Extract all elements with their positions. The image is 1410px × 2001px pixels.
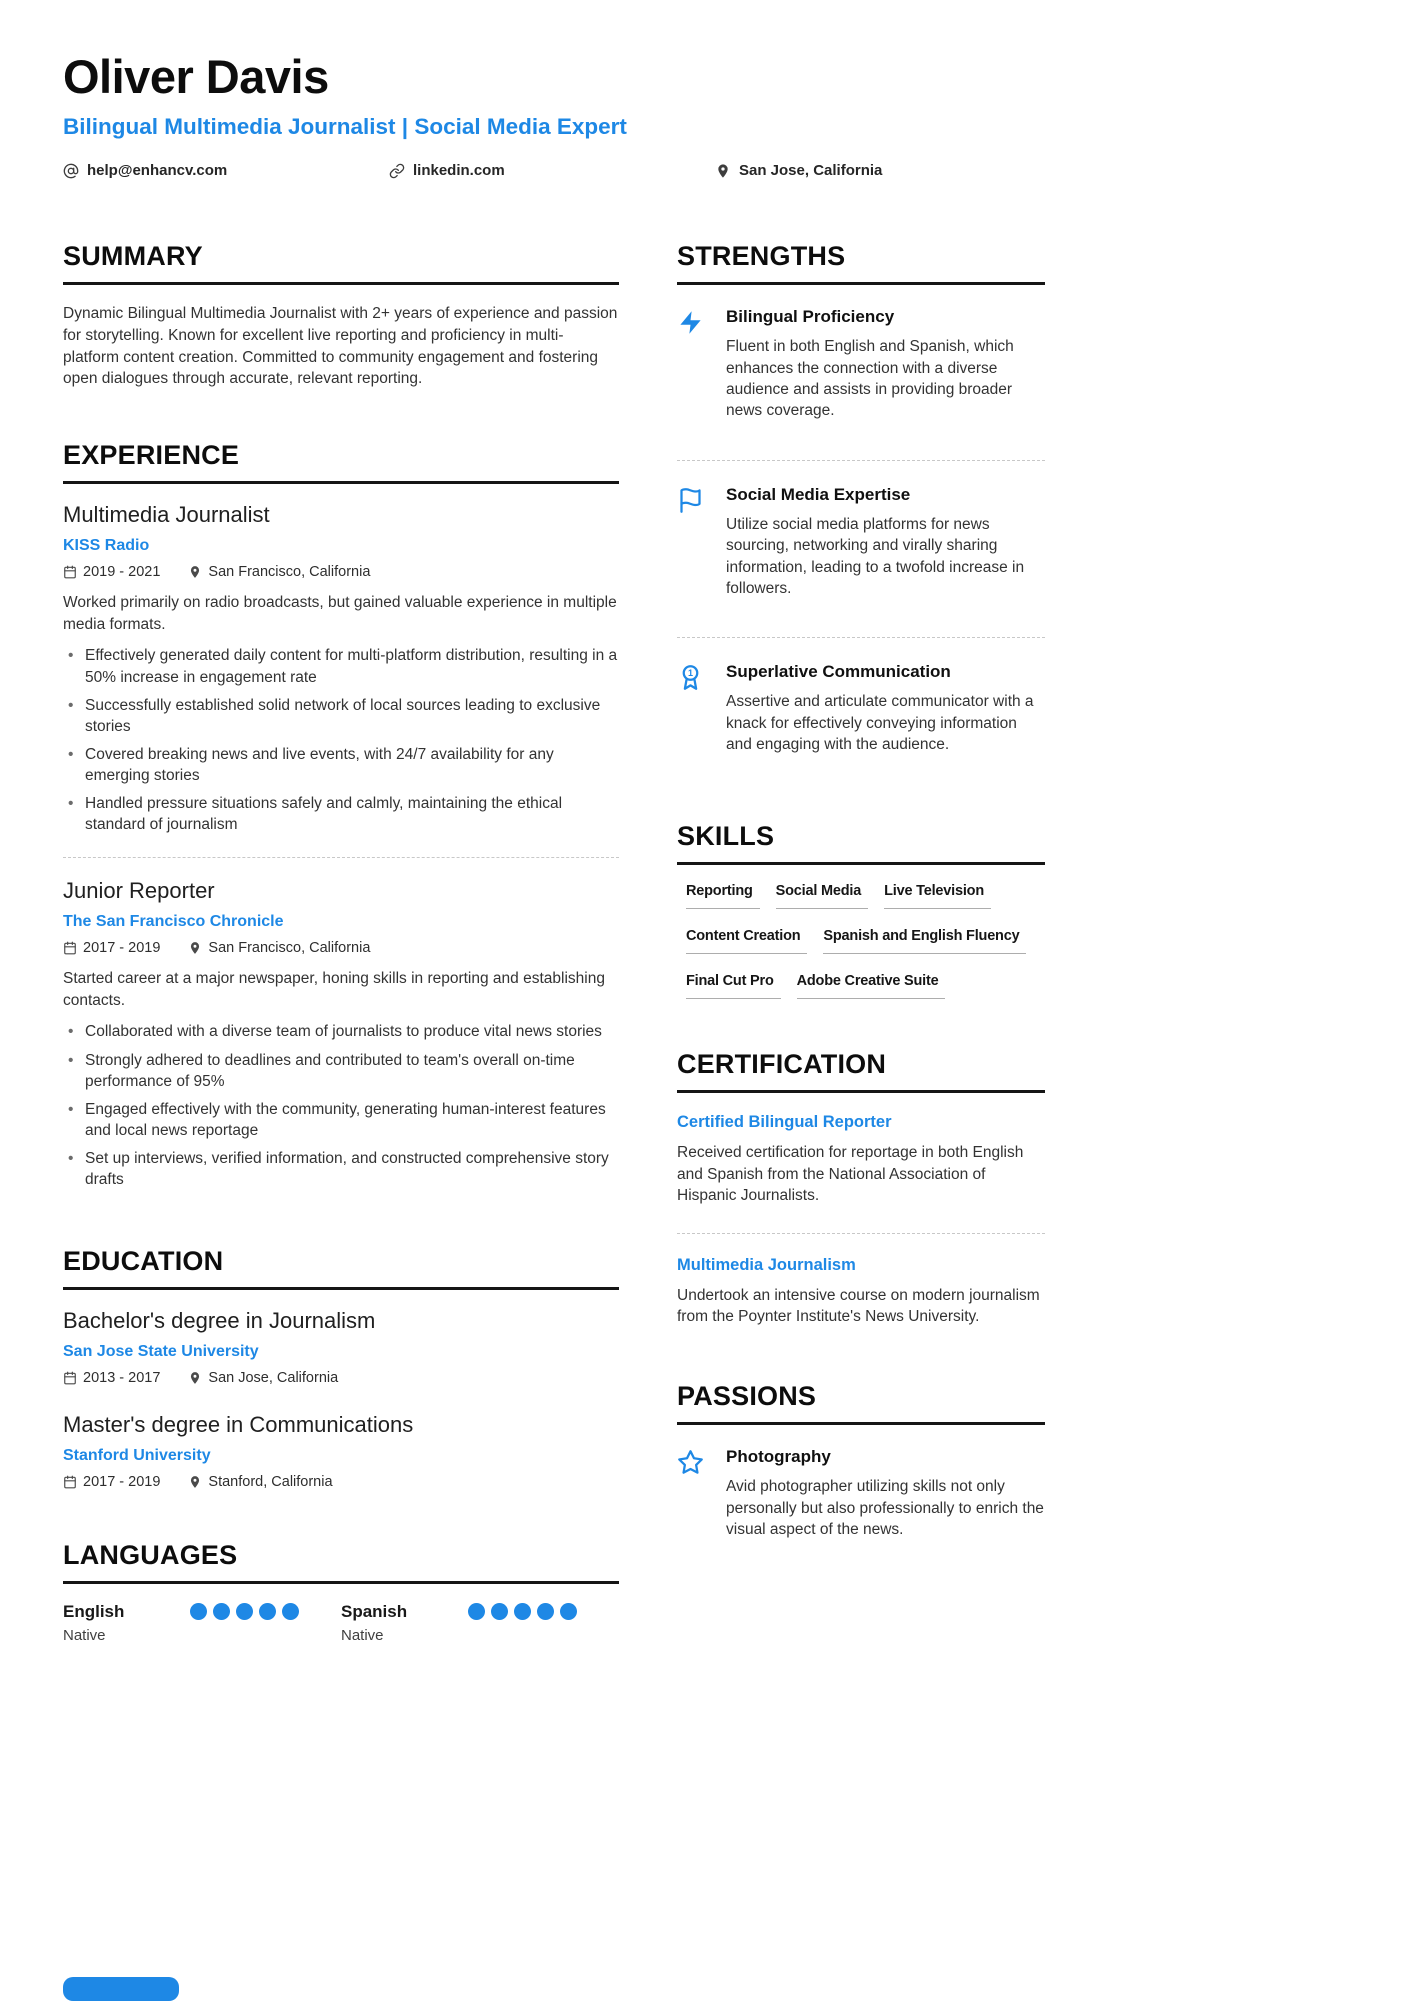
medal-icon bbox=[677, 662, 705, 755]
strength-text: Assertive and articulate communicator with a knack for effectively conveying information and engaging with the audience. bbox=[726, 693, 1034, 754]
job-entry bbox=[63, 502, 619, 835]
certification-title: Certified Bilingual Reporter bbox=[677, 1113, 892, 1132]
bullet-item: • Engaged effectively with the community, generating human-interest features and local news reportage bbox=[63, 1099, 619, 1141]
contact-linkedin-text: linkedin.com bbox=[413, 162, 505, 180]
job-location-text: San Francisco, California bbox=[208, 564, 371, 581]
location-icon bbox=[188, 941, 202, 955]
header bbox=[63, 52, 1050, 179]
svg-text:1: 1 bbox=[687, 668, 694, 679]
location-icon bbox=[188, 1371, 202, 1385]
certification-text: Undertook an intensive course on modern journalism from the Poynter Institute's News University. bbox=[677, 1286, 1040, 1325]
education-heading: EDUCATION bbox=[63, 1246, 619, 1290]
job-dates-text: 2019 - 2021 bbox=[83, 564, 161, 581]
divider bbox=[677, 1233, 1045, 1234]
calendar-icon bbox=[63, 1371, 77, 1385]
languages-heading: LANGUAGES bbox=[63, 1540, 619, 1584]
certification-title: Multimedia Journalism bbox=[677, 1255, 856, 1274]
language-item bbox=[341, 1602, 619, 1644]
language-level: Native bbox=[63, 1627, 106, 1645]
education-location-text: Stanford, California bbox=[208, 1474, 333, 1491]
rating-dot bbox=[537, 1603, 554, 1620]
skills-section bbox=[677, 821, 1045, 999]
education-dates bbox=[63, 1474, 160, 1490]
contact-row bbox=[63, 162, 1050, 179]
languages-section bbox=[63, 1540, 619, 1644]
strength-item bbox=[677, 481, 1045, 616]
job-description: Started career at a major newspaper, honing skills in reporting and establishing contacts. bbox=[63, 970, 605, 1009]
passion-item bbox=[677, 1443, 1045, 1556]
location-icon bbox=[188, 565, 202, 579]
education-meta bbox=[63, 1370, 619, 1386]
rating-dot bbox=[468, 1603, 485, 1620]
strength-title: Bilingual Proficiency bbox=[726, 307, 895, 327]
divider bbox=[63, 857, 619, 858]
language-item bbox=[63, 1602, 341, 1644]
certification-section bbox=[677, 1049, 1045, 1331]
brand-badge bbox=[63, 1977, 179, 2001]
job-location bbox=[188, 564, 370, 580]
experience-section bbox=[63, 440, 619, 1190]
job-title: Multimedia Journalist bbox=[63, 502, 270, 528]
bullet-item: • Collaborated with a diverse team of journalists to produce vital news stories bbox=[63, 1021, 619, 1042]
job-location bbox=[188, 940, 370, 956]
strengths-heading: STRENGTHS bbox=[677, 241, 1045, 285]
rating-dot bbox=[282, 1603, 299, 1620]
education-dates-text: 2013 - 2017 bbox=[83, 1370, 161, 1387]
rating-dot bbox=[213, 1603, 230, 1620]
education-dates-text: 2017 - 2019 bbox=[83, 1474, 161, 1491]
job-bullets bbox=[63, 1021, 619, 1190]
passions-heading: PASSIONS bbox=[677, 1381, 1045, 1425]
contact-location-text: San Jose, California bbox=[739, 162, 883, 180]
job-dates bbox=[63, 940, 160, 956]
divider bbox=[677, 637, 1045, 638]
link-icon bbox=[389, 163, 405, 179]
bullet-item: • Strongly adhered to deadlines and contributed to team's overall on-time performance of 95% bbox=[63, 1050, 619, 1092]
skills-heading: SKILLS bbox=[677, 821, 1045, 865]
person-name: Oliver Davis bbox=[63, 50, 329, 103]
bullet-item: • Covered breaking news and live events, with 24/7 availability for any emerging stories bbox=[63, 744, 619, 786]
languages-list bbox=[63, 1602, 619, 1644]
skill-tag: Final Cut Pro bbox=[686, 973, 781, 999]
strength-title: Social Media Expertise bbox=[726, 484, 911, 504]
skill-tag: Spanish and English Fluency bbox=[823, 928, 1026, 954]
job-description: Worked primarily on radio broadcasts, but gained valuable experience in multiple media formats. bbox=[63, 594, 617, 633]
job-dates bbox=[63, 564, 160, 580]
strength-item bbox=[677, 658, 1045, 771]
education-entry bbox=[63, 1412, 619, 1490]
right-column bbox=[677, 241, 1045, 1606]
degree-title: Bachelor's degree in Journalism bbox=[63, 1308, 376, 1334]
headline: Bilingual Multimedia Journalist | Social Media Expert bbox=[63, 114, 627, 140]
rating-dot bbox=[560, 1603, 577, 1620]
rating-dot bbox=[491, 1603, 508, 1620]
strength-title: Superlative Communication bbox=[726, 662, 951, 682]
strength-text: Utilize social media platforms for news sourcing, networking and virally sharing information, leading to a twofold increase in followers. bbox=[726, 515, 1025, 597]
star-icon bbox=[677, 1447, 705, 1540]
left-column bbox=[63, 241, 619, 1694]
contact-email[interactable] bbox=[63, 162, 389, 179]
summary-heading: SUMMARY bbox=[63, 241, 619, 285]
language-name: Spanish bbox=[341, 1602, 408, 1622]
education-entry bbox=[63, 1308, 619, 1386]
lightning-icon bbox=[677, 307, 705, 422]
rating-dot bbox=[236, 1603, 253, 1620]
job-company: The San Francisco Chronicle bbox=[63, 913, 284, 931]
education-meta bbox=[63, 1474, 619, 1490]
contact-linkedin[interactable] bbox=[389, 162, 715, 179]
rating-dot bbox=[514, 1603, 531, 1620]
job-meta bbox=[63, 940, 619, 956]
passion-title: Photography bbox=[726, 1447, 831, 1467]
summary-text: Dynamic Bilingual Multimedia Journalist with 2+ years of experience and passion for storytelling. Known for excellent live reporting and proficiency in multi-platform content creation. Committed to community engagement and fostering open dialogues through accurate, relevant reporting. bbox=[63, 305, 618, 388]
skill-tag: Social Media bbox=[776, 883, 868, 909]
rating-dot bbox=[190, 1603, 207, 1620]
summary-section bbox=[63, 241, 619, 390]
language-rating bbox=[190, 1603, 299, 1620]
certification-heading: CERTIFICATION bbox=[677, 1049, 1045, 1093]
location-icon bbox=[715, 163, 731, 179]
strengths-section bbox=[677, 241, 1045, 771]
school-name: Stanford University bbox=[63, 1447, 211, 1465]
skill-tag: Live Television bbox=[884, 883, 991, 909]
job-dates-text: 2017 - 2019 bbox=[83, 940, 161, 957]
strength-item bbox=[677, 303, 1045, 438]
language-rating bbox=[468, 1603, 577, 1620]
skill-tag: Reporting bbox=[686, 883, 760, 909]
education-location bbox=[188, 1474, 332, 1490]
education-dates bbox=[63, 1370, 160, 1386]
calendar-icon bbox=[63, 1475, 77, 1489]
job-bullets bbox=[63, 645, 619, 835]
skill-tag: Content Creation bbox=[686, 928, 807, 954]
contact-email-text: help@enhancv.com bbox=[87, 162, 228, 180]
bullet-item: • Successfully established solid network of local sources leading to exclusive stories bbox=[63, 695, 619, 737]
job-company: KISS Radio bbox=[63, 537, 150, 555]
calendar-icon bbox=[63, 565, 77, 579]
certification-item bbox=[677, 1111, 1045, 1210]
language-level: Native bbox=[341, 1627, 384, 1645]
at-icon bbox=[63, 163, 79, 179]
passion-text: Avid photographer utilizing skills not only personally but also professionally to enrich the visual aspect of the news. bbox=[726, 1478, 1044, 1539]
job-entry bbox=[63, 878, 619, 1190]
job-meta bbox=[63, 564, 619, 580]
rating-dot bbox=[259, 1603, 276, 1620]
calendar-icon bbox=[63, 941, 77, 955]
job-title: Junior Reporter bbox=[63, 878, 215, 904]
content-columns bbox=[63, 241, 1050, 1694]
contact-location bbox=[715, 162, 1041, 179]
education-location-text: San Jose, California bbox=[208, 1370, 339, 1387]
school-name: San Jose State University bbox=[63, 1343, 259, 1361]
location-icon bbox=[188, 1475, 202, 1489]
divider bbox=[677, 460, 1045, 461]
strength-text: Fluent in both English and Spanish, which enhances the connection with a diverse audience and assists in providing broader news coverage. bbox=[726, 338, 1014, 420]
skills-list bbox=[677, 883, 1045, 999]
passions-section bbox=[677, 1381, 1045, 1556]
experience-heading: EXPERIENCE bbox=[63, 440, 619, 484]
bullet-item: • Handled pressure situations safely and calmly, maintaining the ethical standard of journalism bbox=[63, 793, 619, 835]
job-location-text: San Francisco, California bbox=[208, 940, 371, 957]
flag-icon bbox=[677, 485, 705, 600]
bullet-item: • Effectively generated daily content for multi-platform distribution, resulting in a 50% increase in engagement rate bbox=[63, 645, 619, 687]
language-name: English bbox=[63, 1602, 125, 1622]
certification-text: Received certification for reportage in both English and Spanish from the National Association of Hispanic Journalists. bbox=[677, 1144, 1024, 1205]
bullet-item: • Set up interviews, verified information, and constructed comprehensive story drafts bbox=[63, 1148, 619, 1190]
education-section bbox=[63, 1246, 619, 1490]
certification-item bbox=[677, 1254, 1045, 1332]
degree-title: Master's degree in Communications bbox=[63, 1412, 414, 1438]
skill-tag: Adobe Creative Suite bbox=[797, 973, 946, 999]
education-location bbox=[188, 1370, 338, 1386]
